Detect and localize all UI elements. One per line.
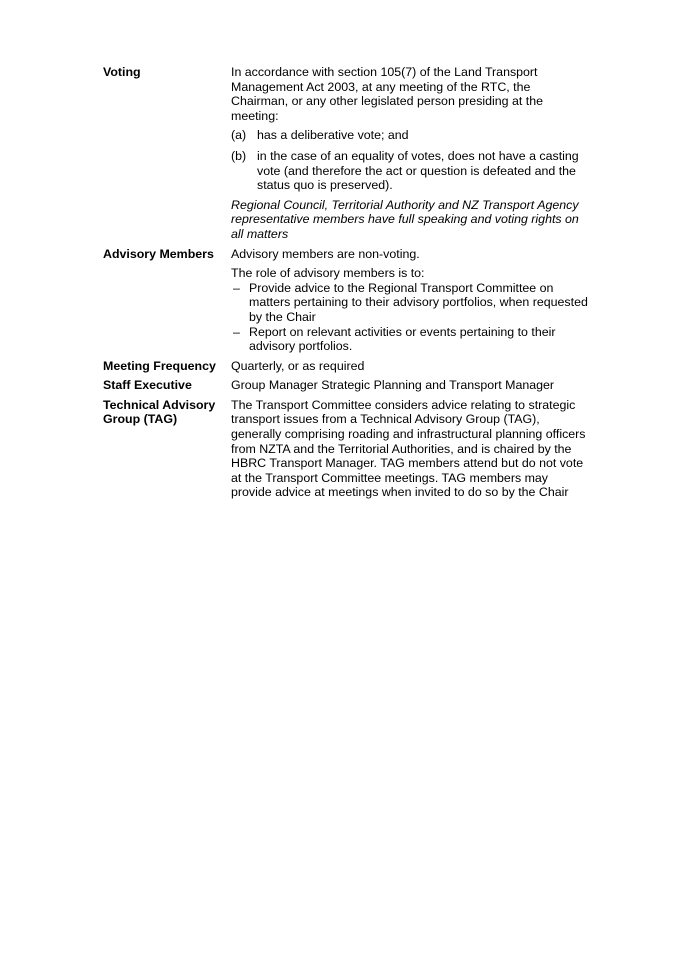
- meeting-frequency-content: Quarterly, or as required: [231, 358, 365, 373]
- advisory-members-label: Advisory Members: [103, 246, 214, 261]
- list-item-text: Provide advice to the Regional Transport Committee on matters pertaining to their advisory portfolios, when requested by the Chair: [249, 280, 588, 324]
- advisory-members-list: [231, 281, 589, 354]
- row-meeting-frequency: [103, 359, 589, 374]
- voting-content: [231, 65, 589, 242]
- meeting-frequency-label: Meeting Frequency: [103, 358, 216, 373]
- technical-advisory-group-label: Technical Advisory Group (TAG): [103, 397, 216, 427]
- row-technical-advisory-group: [103, 398, 589, 500]
- list-marker: (a): [231, 128, 247, 143]
- staff-executive-content: Group Manager Strategic Planning and Transport Manager: [231, 378, 555, 393]
- advisory-members-content: [231, 247, 589, 354]
- list-item-text: has a deliberative vote; and: [257, 128, 409, 143]
- row-staff-executive: [103, 378, 589, 393]
- advisory-item-2: [231, 325, 589, 354]
- voting-list: [231, 128, 589, 192]
- voting-note: Regional Council, Territorial Authority and NZ Transport Agency representative members have full speaking and voting rights on all matters: [231, 197, 579, 241]
- voting-item-b: [231, 149, 589, 193]
- list-marker: (b): [231, 148, 247, 163]
- terms-of-reference-table: [103, 65, 589, 500]
- row-advisory-members: [103, 247, 589, 354]
- advisory-item-1: [231, 281, 589, 325]
- technical-advisory-group-content: The Transport Committee considers advice relating to strategic transport issues from a Technical Advisory Group (TAG), generally comprising roading and infrastructural planning officers from NZTA and the Territorial Authorities, and is chaired by the HBRC Transport Manager. TAG members attend but do not vote at the Transport Committee meetings. TAG members may provide advice at meetings when invited to do so by the Chair: [231, 397, 586, 500]
- list-marker: –: [233, 280, 240, 295]
- voting-label: Voting: [103, 65, 141, 79]
- list-marker: –: [233, 324, 240, 339]
- list-item-text: in the case of an equality of votes, does not have a casting vote (and therefore the act or question is defeated and the status quo is preserved).: [257, 148, 579, 193]
- row-voting: [103, 65, 589, 242]
- advisory-members-para1: Advisory members are non-voting.: [231, 246, 420, 261]
- list-item-text: Report on relevant activities or events pertaining to their advisory portfolios.: [249, 324, 556, 354]
- advisory-members-para2: The role of advisory members is to:: [231, 266, 425, 281]
- voting-item-a: [231, 128, 589, 143]
- staff-executive-label: Staff Executive: [103, 378, 192, 393]
- voting-intro: In accordance with section 105(7) of the Land Transport Management Act 2003, at any meeting of the RTC, the Chairman, or any other legislated person presiding at the meeting:: [231, 65, 544, 123]
